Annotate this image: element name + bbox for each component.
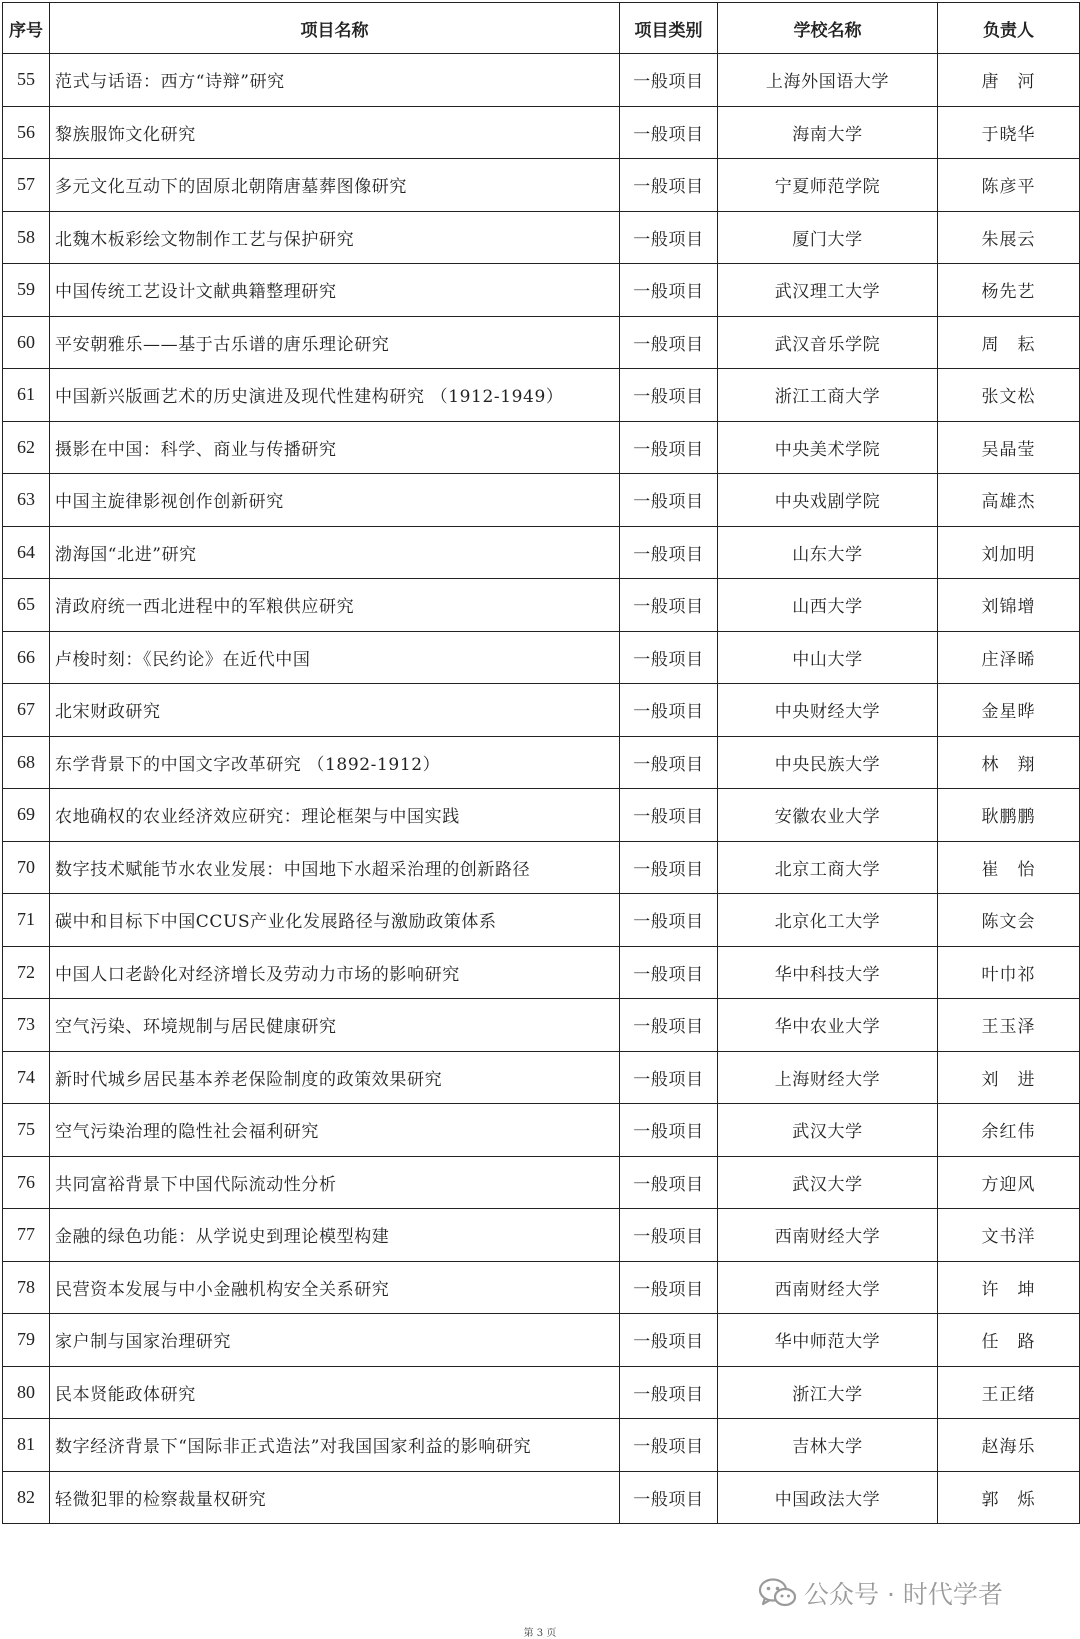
school-name: 武汉音乐学院: [718, 316, 938, 369]
table-row: [3, 369, 1080, 422]
header-num: 序号: [3, 3, 50, 54]
school-name: 中央财经大学: [718, 684, 938, 737]
row-number: 79: [3, 1314, 50, 1367]
project-category: 一般项目: [620, 684, 718, 737]
project-category: 一般项目: [620, 264, 718, 317]
table-row: [3, 1366, 1080, 1419]
project-name: 金融的绿色功能：从学说史到理论模型构建: [50, 1209, 620, 1262]
project-category: 一般项目: [620, 1156, 718, 1209]
project-leader: 朱展云: [938, 211, 1080, 264]
project-name: 数字技术赋能节水农业发展：中国地下水超采治理的创新路径: [50, 841, 620, 894]
project-name: 北宋财政研究: [50, 684, 620, 737]
table-row: [3, 999, 1080, 1052]
project-leader: 王正绪: [938, 1366, 1080, 1419]
row-number: 64: [3, 526, 50, 579]
row-number: 55: [3, 54, 50, 107]
project-category: 一般项目: [620, 1471, 718, 1524]
table-header-row: [3, 3, 1080, 54]
project-name: 中国人口老龄化对经济增长及劳动力市场的影响研究: [50, 946, 620, 999]
school-name: 北京工商大学: [718, 841, 938, 894]
table-row: [3, 474, 1080, 527]
project-name: 中国传统工艺设计文献典籍整理研究: [50, 264, 620, 317]
school-name: 武汉大学: [718, 1156, 938, 1209]
project-name: 农地确权的农业经济效应研究：理论框架与中国实践: [50, 789, 620, 842]
row-number: 59: [3, 264, 50, 317]
row-number: 71: [3, 894, 50, 947]
project-name: 北魏木板彩绘文物制作工艺与保护研究: [50, 211, 620, 264]
row-number: 67: [3, 684, 50, 737]
row-number: 76: [3, 1156, 50, 1209]
table-row: [3, 946, 1080, 999]
table-row: [3, 264, 1080, 317]
row-number: 57: [3, 159, 50, 212]
header-school: 学校名称: [718, 3, 938, 54]
project-category: 一般项目: [620, 474, 718, 527]
table-row: [3, 1314, 1080, 1367]
project-category: 一般项目: [620, 159, 718, 212]
project-leader: 刘 进: [938, 1051, 1080, 1104]
project-leader: 周 耘: [938, 316, 1080, 369]
school-name: 安徽农业大学: [718, 789, 938, 842]
project-category: 一般项目: [620, 106, 718, 159]
row-number: 74: [3, 1051, 50, 1104]
project-leader: 张文松: [938, 369, 1080, 422]
project-name: 空气污染治理的隐性社会福利研究: [50, 1104, 620, 1157]
row-number: 62: [3, 421, 50, 474]
project-category: 一般项目: [620, 421, 718, 474]
project-leader: 陈文会: [938, 894, 1080, 947]
project-name: 共同富裕背景下中国代际流动性分析: [50, 1156, 620, 1209]
table-row: [3, 421, 1080, 474]
project-leader: 于晓华: [938, 106, 1080, 159]
project-leader: 刘锦增: [938, 579, 1080, 632]
project-category: 一般项目: [620, 54, 718, 107]
row-number: 56: [3, 106, 50, 159]
project-category: 一般项目: [620, 736, 718, 789]
school-name: 中央戏剧学院: [718, 474, 938, 527]
row-number: 69: [3, 789, 50, 842]
header-category: 项目类别: [620, 3, 718, 54]
school-name: 浙江工商大学: [718, 369, 938, 422]
table-row: [3, 1471, 1080, 1524]
page-footer: 第 3 页: [523, 1628, 557, 1639]
school-name: 西南财经大学: [718, 1209, 938, 1262]
wechat-icon: [758, 1578, 796, 1608]
table-row: [3, 1051, 1080, 1104]
school-name: 浙江大学: [718, 1366, 938, 1419]
project-leader: 赵海乐: [938, 1419, 1080, 1472]
project-leader: 任 路: [938, 1314, 1080, 1367]
project-leader: 余红伟: [938, 1104, 1080, 1157]
table-row: [3, 316, 1080, 369]
school-name: 山东大学: [718, 526, 938, 579]
project-name: 清政府统一西北进程中的军粮供应研究: [50, 579, 620, 632]
watermark: [758, 1575, 1003, 1611]
project-leader: 林 翔: [938, 736, 1080, 789]
table-row: [3, 841, 1080, 894]
project-leader: 叶巾祁: [938, 946, 1080, 999]
project-leader: 王玉泽: [938, 999, 1080, 1052]
school-name: 华中农业大学: [718, 999, 938, 1052]
project-name: 渤海国“北进”研究: [50, 526, 620, 579]
project-leader: 耿鹏鹏: [938, 789, 1080, 842]
project-name: 民本贤能政体研究: [50, 1366, 620, 1419]
table-row: [3, 526, 1080, 579]
project-category: 一般项目: [620, 316, 718, 369]
project-leader: 许 坤: [938, 1261, 1080, 1314]
project-name: 多元文化互动下的固原北朝隋唐墓葬图像研究: [50, 159, 620, 212]
school-name: 西南财经大学: [718, 1261, 938, 1314]
project-name: 黎族服饰文化研究: [50, 106, 620, 159]
table-row: [3, 736, 1080, 789]
school-name: 武汉理工大学: [718, 264, 938, 317]
project-name: 范式与话语：西方“诗辩”研究: [50, 54, 620, 107]
row-number: 81: [3, 1419, 50, 1472]
project-name: 新时代城乡居民基本养老保险制度的政策效果研究: [50, 1051, 620, 1104]
school-name: 厦门大学: [718, 211, 938, 264]
table-row: [3, 684, 1080, 737]
project-name: 民营资本发展与中小金融机构安全关系研究: [50, 1261, 620, 1314]
row-number: 63: [3, 474, 50, 527]
project-category: 一般项目: [620, 631, 718, 684]
project-leader: 高雄杰: [938, 474, 1080, 527]
school-name: 山西大学: [718, 579, 938, 632]
row-number: 68: [3, 736, 50, 789]
row-number: 73: [3, 999, 50, 1052]
school-name: 中国政法大学: [718, 1471, 938, 1524]
header-leader: 负责人: [938, 3, 1080, 54]
project-leader: 吴晶莹: [938, 421, 1080, 474]
table-body: [3, 54, 1080, 1524]
project-name: 摄影在中国：科学、商业与传播研究: [50, 421, 620, 474]
school-name: 中山大学: [718, 631, 938, 684]
project-name: 轻微犯罪的检察裁量权研究: [50, 1471, 620, 1524]
project-name: 平安朝雅乐——基于古乐谱的唐乐理论研究: [50, 316, 620, 369]
table-row: [3, 54, 1080, 107]
table-row: [3, 579, 1080, 632]
table-row: [3, 1104, 1080, 1157]
row-number: 82: [3, 1471, 50, 1524]
school-name: 中央民族大学: [718, 736, 938, 789]
row-number: 75: [3, 1104, 50, 1157]
row-number: 70: [3, 841, 50, 894]
project-category: 一般项目: [620, 1261, 718, 1314]
school-name: 北京化工大学: [718, 894, 938, 947]
table-row: [3, 211, 1080, 264]
school-name: 海南大学: [718, 106, 938, 159]
school-name: 上海外国语大学: [718, 54, 938, 107]
project-category: 一般项目: [620, 579, 718, 632]
row-number: 80: [3, 1366, 50, 1419]
project-leader: 文书洋: [938, 1209, 1080, 1262]
table-row: [3, 1209, 1080, 1262]
project-leader: 崔 怡: [938, 841, 1080, 894]
row-number: 58: [3, 211, 50, 264]
project-category: 一般项目: [620, 369, 718, 422]
row-number: 72: [3, 946, 50, 999]
project-name: 数字经济背景下“国际非正式造法”对我国国家利益的影响研究: [50, 1419, 620, 1472]
school-name: 中央美术学院: [718, 421, 938, 474]
project-category: 一般项目: [620, 1366, 718, 1419]
project-leader: 郭 烁: [938, 1471, 1080, 1524]
project-category: 一般项目: [620, 999, 718, 1052]
table-row: [3, 1419, 1080, 1472]
project-category: 一般项目: [620, 526, 718, 579]
row-number: 77: [3, 1209, 50, 1262]
table-row: [3, 789, 1080, 842]
project-name: 空气污染、环境规制与居民健康研究: [50, 999, 620, 1052]
project-name: 家户制与国家治理研究: [50, 1314, 620, 1367]
school-name: 上海财经大学: [718, 1051, 938, 1104]
school-name: 武汉大学: [718, 1104, 938, 1157]
table-row: [3, 159, 1080, 212]
project-category: 一般项目: [620, 894, 718, 947]
project-name: 中国新兴版画艺术的历史演进及现代性建构研究 （1912-1949）: [50, 369, 620, 422]
project-category: 一般项目: [620, 841, 718, 894]
school-name: 宁夏师范学院: [718, 159, 938, 212]
table-row: [3, 106, 1080, 159]
row-number: 60: [3, 316, 50, 369]
project-category: 一般项目: [620, 946, 718, 999]
school-name: 华中师范大学: [718, 1314, 938, 1367]
project-category: 一般项目: [620, 1104, 718, 1157]
row-number: 61: [3, 369, 50, 422]
project-category: 一般项目: [620, 1209, 718, 1262]
project-leader: 金星晔: [938, 684, 1080, 737]
row-number: 66: [3, 631, 50, 684]
table-row: [3, 1156, 1080, 1209]
project-leader: 杨先艺: [938, 264, 1080, 317]
table-row: [3, 894, 1080, 947]
school-name: 吉林大学: [718, 1419, 938, 1472]
project-leader: 方迎风: [938, 1156, 1080, 1209]
project-leader: 陈彦平: [938, 159, 1080, 212]
project-category: 一般项目: [620, 1314, 718, 1367]
project-name: 碳中和目标下中国CCUS产业化发展路径与激励政策体系: [50, 894, 620, 947]
project-name: 中国主旋律影视创作创新研究: [50, 474, 620, 527]
project-category: 一般项目: [620, 1051, 718, 1104]
watermark-text: 公众号 · 时代学者: [804, 1580, 1003, 1609]
project-leader: 唐 河: [938, 54, 1080, 107]
project-category: 一般项目: [620, 1419, 718, 1472]
project-table: [2, 2, 1080, 1524]
header-name: 项目名称: [50, 3, 620, 54]
row-number: 65: [3, 579, 50, 632]
project-leader: 刘加明: [938, 526, 1080, 579]
project-leader: 庄泽晞: [938, 631, 1080, 684]
table-row: [3, 1261, 1080, 1314]
project-name: 东学背景下的中国文字改革研究 （1892-1912）: [50, 736, 620, 789]
project-name: 卢梭时刻：《民约论》在近代中国: [50, 631, 620, 684]
row-number: 78: [3, 1261, 50, 1314]
project-category: 一般项目: [620, 211, 718, 264]
table-row: [3, 631, 1080, 684]
school-name: 华中科技大学: [718, 946, 938, 999]
project-category: 一般项目: [620, 789, 718, 842]
